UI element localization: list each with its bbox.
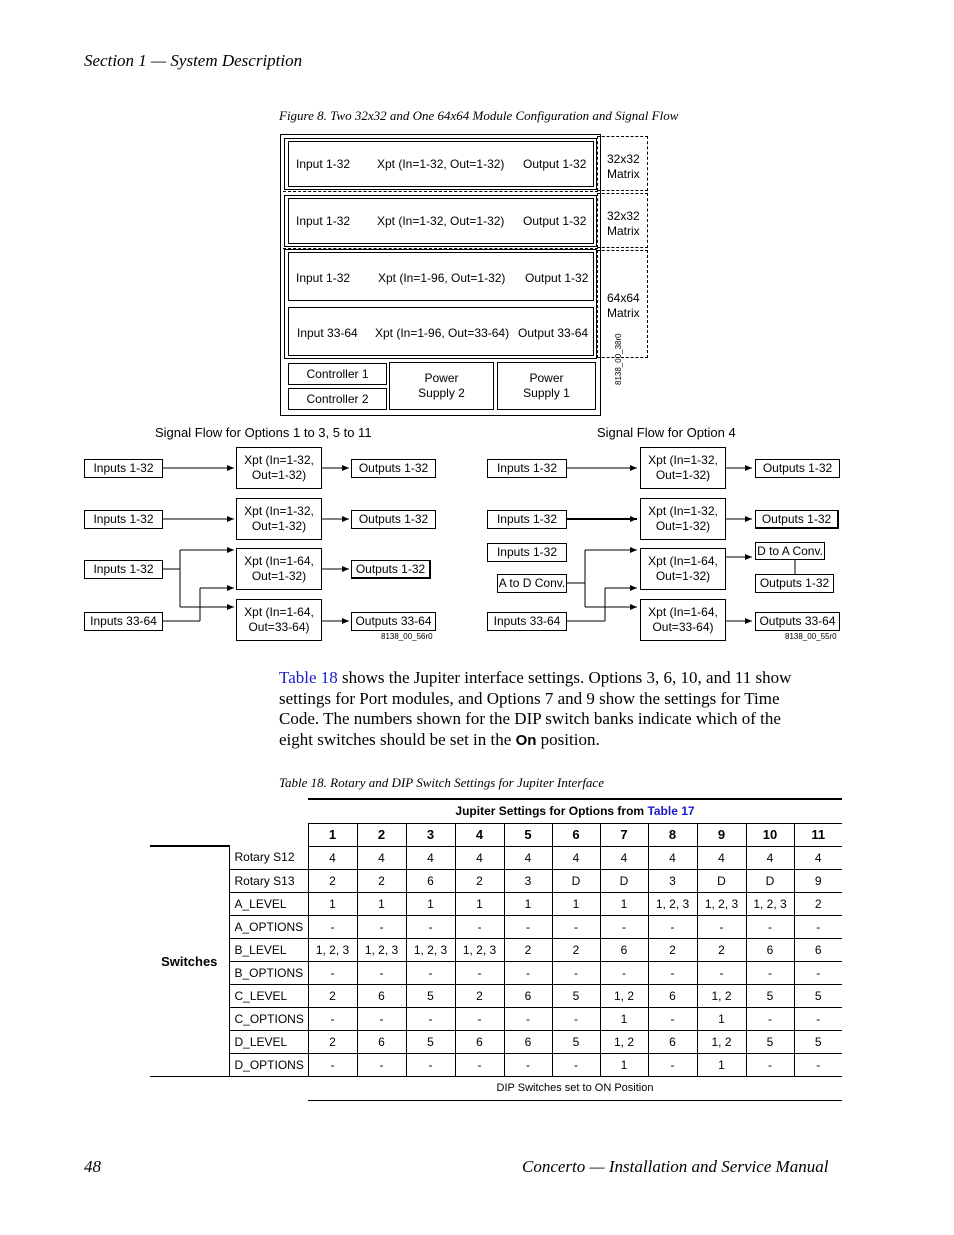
option-header: 5: [504, 823, 552, 846]
setting-cell: 1, 2, 3: [308, 938, 357, 961]
footer-title: Concerto — Installation and Service Manual: [522, 1157, 829, 1176]
sf-b-output-4: Outputs 33-64: [755, 612, 840, 631]
setting-cell: -: [406, 961, 455, 984]
xpt-line: Xpt (In=1-64,: [648, 605, 718, 619]
setting-cell: 6: [357, 984, 406, 1007]
setting-cell: -: [455, 1007, 504, 1030]
setting-cell: 1, 2: [600, 1030, 648, 1053]
matrix-label-line: 32x32: [607, 209, 640, 223]
setting-cell: -: [648, 915, 697, 938]
table-caption: Table 18. Rotary and DIP Switch Settings for Jupiter Interface: [279, 775, 604, 790]
sf-b-ad-conv: A to D Conv.: [497, 574, 567, 593]
setting-cell: -: [504, 1053, 552, 1076]
setting-cell: 4: [794, 846, 842, 869]
setting-cell: 2: [308, 984, 357, 1007]
setting-cell: -: [504, 961, 552, 984]
matrix-label-line: 32x32: [607, 152, 640, 166]
power-line: Supply 2: [418, 386, 465, 400]
setting-cell: 2: [697, 938, 746, 961]
sf-b-input-1: Inputs 1-32: [487, 459, 567, 478]
table-header-text: Jupiter Settings for Options from: [455, 804, 648, 819]
setting-cell: 4: [697, 846, 746, 869]
setting-cell: 6: [455, 1030, 504, 1053]
table-17-link[interactable]: Table 17: [647, 804, 695, 819]
row-label: Rotary S13: [229, 869, 308, 892]
setting-cell: 4: [746, 846, 794, 869]
setting-cell: -: [504, 915, 552, 938]
sf-b-input-4: Inputs 33-64: [487, 612, 567, 631]
sf-b-xpt-3: [640, 548, 726, 590]
xpt-line: Xpt (In=1-64,: [244, 605, 314, 619]
table-row: [150, 938, 842, 961]
sf-b-output-1: Outputs 1-32: [755, 459, 840, 478]
signal-flow-b-title: Signal Flow for Option 4: [597, 425, 736, 440]
setting-cell: 2: [552, 938, 600, 961]
row4-output: Output 33-64: [518, 326, 589, 340]
table-row: [150, 984, 842, 1007]
setting-cell: -: [455, 915, 504, 938]
setting-cell: -: [648, 961, 697, 984]
setting-cell: -: [552, 961, 600, 984]
setting-cell: -: [308, 1053, 357, 1076]
setting-cell: -: [455, 1053, 504, 1076]
setting-cell: -: [552, 1007, 600, 1030]
settings-table: [150, 798, 842, 1101]
setting-cell: 5: [794, 984, 842, 1007]
row-label: C_LEVEL: [229, 984, 308, 1007]
setting-cell: -: [504, 1007, 552, 1030]
setting-cell: -: [600, 915, 648, 938]
option-header: 4: [455, 823, 504, 846]
row-label: D_OPTIONS: [229, 1053, 308, 1076]
setting-cell: 6: [504, 1030, 552, 1053]
setting-cell: 4: [406, 846, 455, 869]
setting-cell: 6: [794, 938, 842, 961]
row1-output: Output 1-32: [523, 157, 587, 171]
setting-cell: 1, 2, 3: [406, 938, 455, 961]
row-label: C_OPTIONS: [229, 1007, 308, 1030]
row2-input: Input 1-32: [296, 214, 351, 228]
setting-cell: 5: [794, 1030, 842, 1053]
setting-cell: 4: [308, 846, 357, 869]
row-label: A_OPTIONS: [229, 915, 308, 938]
sf-a-xpt-4: [236, 599, 322, 641]
xpt-line: Xpt (In=1-64,: [244, 554, 314, 568]
body-paragraph: [279, 668, 849, 751]
setting-cell: -: [794, 915, 842, 938]
option-header: 11: [794, 823, 842, 846]
setting-cell: -: [794, 1007, 842, 1030]
row2-output: Output 1-32: [523, 214, 587, 228]
setting-cell: 9: [794, 869, 842, 892]
setting-cell: 1: [697, 1007, 746, 1030]
setting-cell: 1: [504, 892, 552, 915]
setting-cell: 6: [504, 984, 552, 1007]
table-18-link[interactable]: Table 18: [279, 668, 338, 687]
xpt-line: Out=1-32): [251, 569, 307, 583]
setting-cell: 6: [746, 938, 794, 961]
xpt-line: Out=1-32): [655, 519, 711, 533]
sf-b-output-3: Outputs 1-32: [755, 574, 834, 593]
setting-cell: 2: [455, 869, 504, 892]
sf-a-output-3: Outputs 1-32: [351, 560, 431, 579]
matrix-label-line: Matrix: [607, 167, 640, 181]
sf-a-xpt-1: [236, 447, 322, 489]
setting-cell: 5: [552, 1030, 600, 1053]
xpt-line: Xpt (In=1-32,: [244, 453, 314, 467]
setting-cell: 1: [406, 892, 455, 915]
figure-code: 8138_00_38r0: [614, 333, 623, 385]
figure-caption: Figure 8. Two 32x32 and One 64x64 Module Configuration and Signal Flow: [279, 108, 679, 123]
setting-cell: 1, 2: [600, 984, 648, 1007]
xpt-line: Out=1-32): [655, 468, 711, 482]
setting-cell: 4: [648, 846, 697, 869]
xpt-line: Out=1-32): [251, 519, 307, 533]
controller-1-label: Controller 1: [306, 367, 369, 381]
sf-a-input-2: Inputs 1-32: [84, 510, 163, 529]
setting-cell: 1: [697, 1053, 746, 1076]
setting-cell: -: [357, 1007, 406, 1030]
sf-a-output-1: Outputs 1-32: [351, 459, 436, 478]
setting-cell: 6: [648, 1030, 697, 1053]
setting-cell: -: [406, 915, 455, 938]
setting-cell: -: [746, 1007, 794, 1030]
sf-b-code: 8138_00_55r0: [785, 632, 837, 641]
table-super-header: [308, 799, 842, 823]
setting-cell: -: [648, 1007, 697, 1030]
setting-cell: -: [746, 1053, 794, 1076]
setting-cell: -: [746, 915, 794, 938]
setting-cell: -: [697, 915, 746, 938]
setting-cell: 5: [746, 1030, 794, 1053]
setting-cell: 1, 2: [697, 1030, 746, 1053]
table-row: [150, 915, 842, 938]
setting-cell: 1: [308, 892, 357, 915]
setting-cell: 1: [455, 892, 504, 915]
row-label: B_LEVEL: [229, 938, 308, 961]
power-line: Power: [529, 371, 564, 385]
setting-cell: -: [357, 961, 406, 984]
setting-cell: 1: [600, 892, 648, 915]
sf-b-xpt-4: [640, 599, 726, 641]
setting-cell: 1, 2: [697, 984, 746, 1007]
body-line: Code. The numbers shown for the DIP switch banks indicate which of the: [279, 709, 781, 728]
row-label: Rotary S12: [229, 846, 308, 869]
matrix-label-line: Matrix: [607, 306, 640, 320]
option-header: 8: [648, 823, 697, 846]
setting-cell: 1, 2, 3: [697, 892, 746, 915]
body-text: eight switches should be set in the: [279, 729, 516, 749]
row3-input: Input 1-32: [296, 271, 351, 285]
setting-cell: -: [746, 961, 794, 984]
setting-cell: 4: [357, 846, 406, 869]
controller-2-label: Controller 2: [306, 392, 369, 406]
row2-xpt: Xpt (In=1-32, Out=1-32): [377, 214, 505, 228]
setting-cell: 2: [308, 869, 357, 892]
setting-cell: 1, 2, 3: [746, 892, 794, 915]
setting-cell: 2: [455, 984, 504, 1007]
power-line: Supply 1: [523, 386, 570, 400]
body-line: [279, 668, 849, 689]
row1-input: Input 1-32: [296, 157, 351, 171]
option-header: 6: [552, 823, 600, 846]
setting-cell: -: [697, 961, 746, 984]
setting-cell: -: [794, 961, 842, 984]
power-line: Power: [424, 371, 459, 385]
setting-cell: 1, 2, 3: [357, 938, 406, 961]
setting-cell: 6: [406, 869, 455, 892]
row4-xpt: Xpt (In=1-96, Out=33-64): [375, 326, 510, 340]
setting-cell: 4: [455, 846, 504, 869]
sf-b-output-2: Outputs 1-32: [755, 510, 839, 529]
page-number: 48: [84, 1157, 101, 1176]
table-footer-row: [150, 1076, 842, 1100]
setting-cell: 5: [746, 984, 794, 1007]
setting-cell: 1: [600, 1053, 648, 1076]
setting-cell: -: [600, 961, 648, 984]
setting-cell: -: [406, 1053, 455, 1076]
setting-cell: 4: [552, 846, 600, 869]
sf-a-input-1: Inputs 1-32: [84, 459, 163, 478]
table-header-row: [150, 799, 842, 823]
setting-cell: -: [406, 1007, 455, 1030]
xpt-line: Xpt (In=1-32,: [244, 504, 314, 518]
sf-a-output-4: Outputs 33-64: [351, 612, 436, 631]
xpt-line: Out=1-32): [251, 468, 307, 482]
sf-b-input-2: Inputs 1-32: [487, 510, 567, 529]
table-row: [150, 869, 842, 892]
xpt-line: Out=33-64): [652, 620, 714, 634]
setting-cell: D: [746, 869, 794, 892]
setting-cell: 2: [504, 938, 552, 961]
xpt-line: Xpt (In=1-32,: [648, 453, 718, 467]
setting-cell: 2: [648, 938, 697, 961]
setting-cell: 1: [600, 1007, 648, 1030]
setting-cell: 1: [357, 892, 406, 915]
matrix-label-line: Matrix: [607, 224, 640, 238]
setting-cell: 5: [552, 984, 600, 1007]
setting-cell: 4: [504, 846, 552, 869]
table-row: [150, 846, 842, 869]
setting-cell: -: [357, 915, 406, 938]
sf-b-input-3: Inputs 1-32: [487, 543, 567, 562]
row1-xpt: Xpt (In=1-32, Out=1-32): [377, 157, 505, 171]
setting-cell: 6: [357, 1030, 406, 1053]
setting-cell: -: [455, 961, 504, 984]
setting-cell: 6: [648, 984, 697, 1007]
setting-cell: -: [648, 1053, 697, 1076]
sf-a-output-2: Outputs 1-32: [351, 510, 436, 529]
signal-flow-a-title: Signal Flow for Options 1 to 3, 5 to 11: [155, 425, 372, 440]
setting-cell: 5: [406, 1030, 455, 1053]
table-footer: DIP Switches set to ON Position: [308, 1076, 842, 1100]
body-text: position.: [536, 729, 600, 749]
setting-cell: -: [552, 1053, 600, 1076]
option-header: 7: [600, 823, 648, 846]
setting-cell: D: [600, 869, 648, 892]
sf-b-xpt-1: [640, 447, 726, 489]
setting-cell: 3: [504, 869, 552, 892]
table-row: [150, 1053, 842, 1076]
xpt-line: Out=1-32): [655, 569, 711, 583]
setting-cell: -: [552, 915, 600, 938]
matrix-label-line: 64x64: [607, 291, 640, 305]
option-header: 1: [308, 823, 357, 846]
on-keyword: On: [515, 731, 537, 749]
sf-a-xpt-3: [236, 548, 322, 590]
option-header: 10: [746, 823, 794, 846]
setting-cell: -: [308, 915, 357, 938]
setting-cell: 2: [794, 892, 842, 915]
xpt-line: Xpt (In=1-64,: [648, 554, 718, 568]
table-row: [150, 961, 842, 984]
sf-b-xpt-2: [640, 498, 726, 540]
sf-b-da-conv: D to A Conv.: [755, 542, 825, 560]
row3-xpt: Xpt (In=1-96, Out=1-32): [378, 271, 506, 285]
option-header: 9: [697, 823, 746, 846]
setting-cell: 1, 2, 3: [648, 892, 697, 915]
row4-input: Input 33-64: [297, 326, 358, 340]
body-line: [279, 730, 849, 752]
setting-cell: D: [552, 869, 600, 892]
section-header: Section 1 — System Description: [84, 51, 303, 70]
setting-cell: 5: [406, 984, 455, 1007]
switches-group-label: Switches: [150, 846, 229, 1076]
setting-cell: 1, 2, 3: [455, 938, 504, 961]
table-row: [150, 1030, 842, 1053]
xpt-line: Out=33-64): [248, 620, 310, 634]
setting-cell: -: [794, 1053, 842, 1076]
xpt-line: Xpt (In=1-32,: [648, 504, 718, 518]
options-row: [150, 823, 842, 846]
sf-a-input-3: Inputs 1-32: [84, 560, 163, 579]
row3-output: Output 1-32: [525, 271, 589, 285]
setting-cell: -: [308, 961, 357, 984]
table-row: [150, 892, 842, 915]
setting-cell: D: [697, 869, 746, 892]
table-row: [150, 1007, 842, 1030]
row-label: B_OPTIONS: [229, 961, 308, 984]
row-label: D_LEVEL: [229, 1030, 308, 1053]
sf-a-xpt-2: [236, 498, 322, 540]
sf-a-code: 8138_00_56r0: [381, 632, 433, 641]
setting-cell: 2: [308, 1030, 357, 1053]
row-label: A_LEVEL: [229, 892, 308, 915]
sf-a-input-4: Inputs 33-64: [84, 612, 163, 631]
setting-cell: 4: [600, 846, 648, 869]
setting-cell: 6: [600, 938, 648, 961]
body-line: settings for Port modules, and Options 7 and 9 show the settings for Time: [279, 688, 780, 708]
body-text: shows the Jupiter interface settings. Options 3, 6, 10, and 11 show: [337, 668, 792, 687]
setting-cell: 3: [648, 869, 697, 892]
setting-cell: -: [357, 1053, 406, 1076]
option-header: 2: [357, 823, 406, 846]
setting-cell: 1: [552, 892, 600, 915]
option-header: 3: [406, 823, 455, 846]
setting-cell: 2: [357, 869, 406, 892]
setting-cell: -: [308, 1007, 357, 1030]
